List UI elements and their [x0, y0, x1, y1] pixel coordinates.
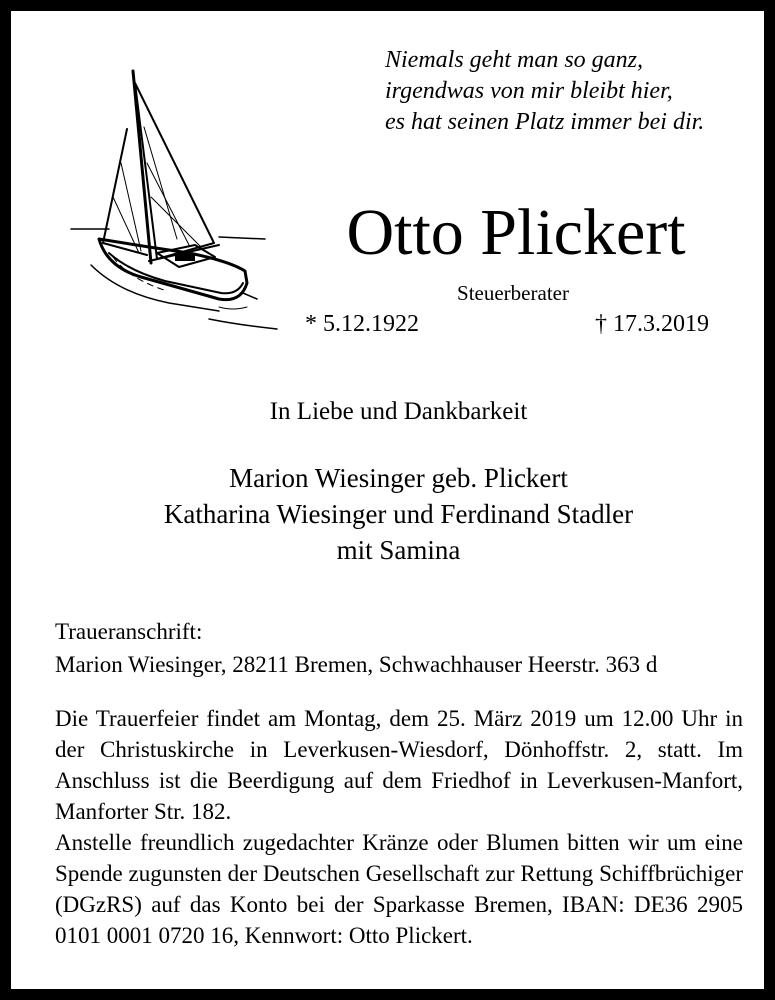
poem-line: Niemals geht man so ganz,	[385, 47, 643, 73]
mourners-list	[11, 460, 775, 568]
deceased-name: Otto Plickert	[346, 196, 686, 269]
donation-paragraph: Anstelle freundlich zugedachter Kränze oder Blumen bitten wir um eine Spende zugunsten der Deutschen Gesellschaft zur Rettung Schiffbrüchiger (DGzRS) auf das Konto bei der Sparkasse Bremen, IBAN: DE36 2905 0101 0001 0720 16, Kennwort: Otto Plickert.	[55, 830, 743, 948]
address-value: Marion Wiesinger, 28211 Bremen, Schwachhauser Heerstr. 363 d	[55, 652, 658, 677]
poem	[385, 45, 765, 138]
birth-date: * 5.12.1922	[305, 311, 419, 337]
poem-line: irgendwas von mir bleibt hier,	[385, 78, 673, 104]
mourner-line: Katharina Wiesinger und Ferdinand Stadler	[163, 499, 634, 529]
mourner-line: Marion Wiesinger geb. Plickert	[229, 463, 568, 493]
ceremony-paragraph: Die Trauerfeier findet am Montag, dem 25. März 2019 um 12.00 Uhr in der Christuskirche in Leverkusen-Wiesdorf, Dönhoffstr. 2, statt. Im Anschluss ist die Beerdigung auf dem Friedhof in Leverkusen-Manfort, Manforter Str. 182.	[55, 706, 743, 824]
mourner-line: mit Samina	[336, 535, 461, 565]
address-label: Traueranschrift:	[55, 619, 203, 644]
dedication: In Liebe und Dankbarkeit	[269, 398, 528, 425]
profession: Steuerberater	[457, 281, 569, 305]
sailboat-icon	[69, 67, 279, 333]
poem-line: es hat seinen Platz immer bei dir.	[385, 109, 705, 135]
funeral-details	[55, 703, 743, 951]
death-date: † 17.3.2019	[595, 311, 709, 337]
mourning-address	[55, 615, 755, 681]
